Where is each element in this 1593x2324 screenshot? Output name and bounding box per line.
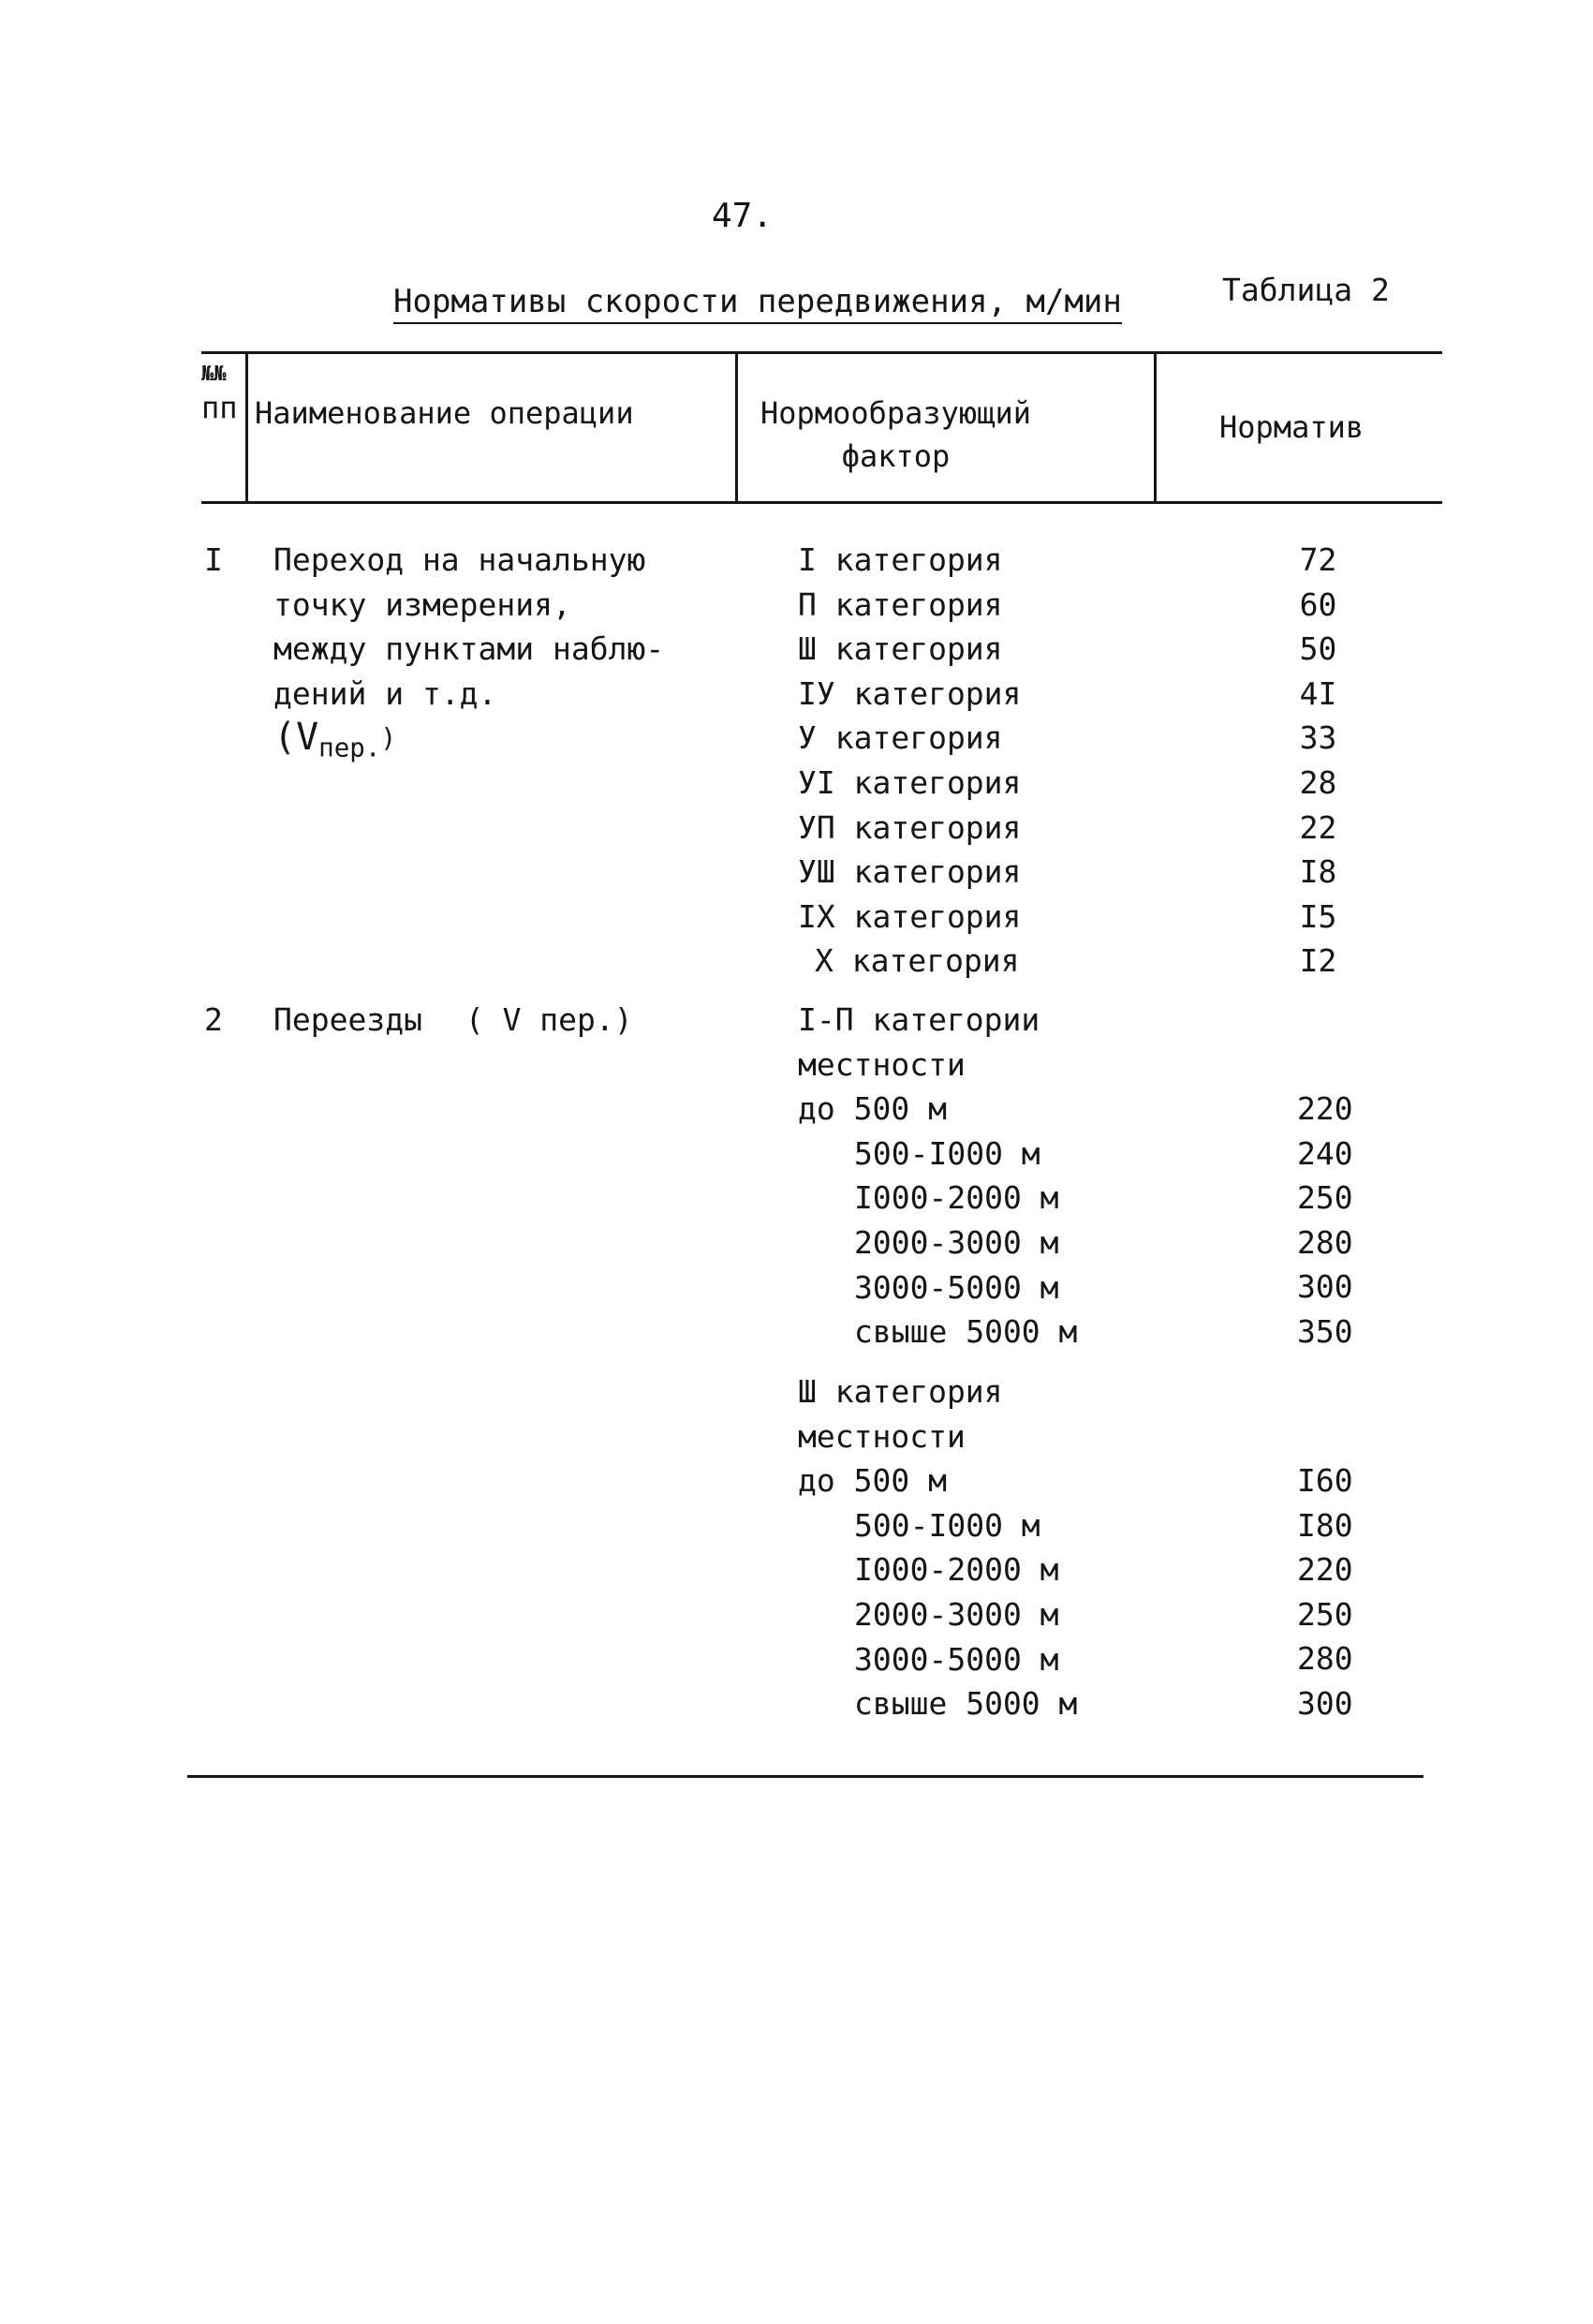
row1-factors (798, 538, 1021, 984)
row2-group1-factor: 3000-5000 м (854, 1268, 1059, 1306)
row1-symbol-open: (V (273, 716, 319, 760)
header-num (201, 363, 238, 429)
row2-group2-factor: 500-I000 м (854, 1506, 1040, 1544)
row1-symbol-sub: пер. (318, 733, 381, 763)
row1-factor: Ш категория (798, 630, 1003, 668)
header-num-top: №№ (201, 363, 227, 386)
column-divider-3 (1154, 354, 1157, 501)
row2-operation-label: Переезды (273, 1001, 422, 1038)
row1-factor: ІУ категория (798, 674, 1022, 712)
row1-factor: У категория (798, 719, 1003, 757)
row2-group2-factor: I000-2000 м (854, 1551, 1059, 1589)
row1-norm: 4I (1299, 674, 1337, 712)
row1-operation-line: между пунктами наблю- (273, 630, 665, 668)
row2-num: 2 (204, 1001, 223, 1038)
row1-norm: 60 (1299, 585, 1337, 623)
row2-group1-factor: 500-I000 м (854, 1134, 1040, 1172)
row2-group2-factors (798, 1369, 1077, 1726)
row2-group2-norm: I60 (1297, 1462, 1353, 1499)
row1-norm: I5 (1299, 897, 1337, 935)
row1-factor: УП категория (798, 808, 1022, 846)
row2-group1-norms (1297, 1087, 1353, 1354)
table-label: Таблица 2 (1222, 272, 1390, 308)
header-operation: Наименование операции (255, 395, 634, 431)
row2-group1-factor: до 500 м (798, 1090, 947, 1128)
row2-group1-norm: 300 (1297, 1268, 1353, 1306)
row1-symbol (273, 716, 664, 761)
row1-operation-line: точку измерения, (273, 585, 571, 623)
row2-group2-factor: 3000-5000 м (854, 1640, 1059, 1678)
table-top-rule (201, 351, 1442, 354)
row2-group1-factor: 2000-3000 м (854, 1223, 1059, 1261)
row2-group2-heading: местности (798, 1417, 966, 1455)
header-factor-line1: Нормообразующий (760, 395, 1031, 431)
row2-group1-heading: местности (798, 1045, 966, 1083)
header-bottom-rule (201, 501, 1442, 504)
column-divider-2 (735, 354, 738, 501)
row2-group1-norm: 220 (1297, 1090, 1353, 1127)
row1-norm: 72 (1299, 541, 1337, 578)
row2-group2-norm: I80 (1297, 1506, 1353, 1544)
row2-operation (273, 998, 633, 1043)
header-norm: Норматив (1219, 409, 1364, 445)
row2-group2-factor: свыше 5000 м (854, 1685, 1078, 1723)
row1-norm: 28 (1299, 763, 1337, 801)
row1-factor: X категория (815, 942, 1020, 980)
row1-factor: I категория (798, 541, 1003, 578)
row2-group2-norm: 280 (1297, 1640, 1353, 1678)
row1-norm: I8 (1299, 853, 1337, 891)
row2-group2-norms (1297, 1458, 1353, 1726)
row2-group2-norm: 300 (1297, 1684, 1353, 1722)
row2-group1-factor: свыше 5000 м (854, 1313, 1078, 1351)
row1-norm: 50 (1299, 630, 1337, 668)
row1-operation-line: Переход на начальную (273, 541, 646, 578)
table-title: Нормативы скорости передвижения, м/мин (393, 283, 1122, 324)
row1-operation-line: дений и т.д. (273, 674, 497, 712)
row1-factor: УШ категория (798, 853, 1022, 891)
row2-symbol: ( V пер.) (465, 1001, 633, 1038)
row1-factor: УІ категория (798, 763, 1022, 801)
header-factor-line2: фактор (841, 438, 951, 474)
row1-num: I (204, 541, 223, 578)
row2-group1-factors (798, 998, 1077, 1354)
row1-factor: П категория (798, 585, 1003, 623)
page-number: 47. (712, 197, 774, 235)
row2-group2-norm: 250 (1297, 1595, 1353, 1633)
row2-group2-factor: до 500 м (798, 1462, 947, 1500)
row2-group1-factor: I000-2000 м (854, 1179, 1059, 1217)
row1-norms (1297, 538, 1339, 984)
row1-norm: I2 (1299, 942, 1337, 980)
row2-group1-heading: I-П категории (798, 1001, 1040, 1038)
row2-group2-norm: 220 (1297, 1551, 1353, 1589)
table-bottom-rule (187, 1775, 1423, 1778)
row1-norm: 33 (1299, 719, 1337, 757)
row1-operation (273, 538, 664, 761)
header-num-bottom: пп (201, 390, 238, 425)
row2-group2-heading: Ш категория (798, 1373, 1003, 1410)
row2-group1-norm: 250 (1297, 1179, 1353, 1217)
row2-group2-factor: 2000-3000 м (854, 1595, 1059, 1633)
row1-factor: IX категория (798, 897, 1022, 935)
row1-norm: 22 (1299, 808, 1337, 846)
row2-group1-norm: 240 (1297, 1134, 1353, 1172)
row2-group1-norm: 350 (1297, 1312, 1353, 1350)
row2-group1-norm: 280 (1297, 1223, 1353, 1261)
row1-symbol-close: ) (380, 722, 397, 754)
column-divider-1 (245, 354, 248, 501)
header-factor (760, 392, 1031, 478)
